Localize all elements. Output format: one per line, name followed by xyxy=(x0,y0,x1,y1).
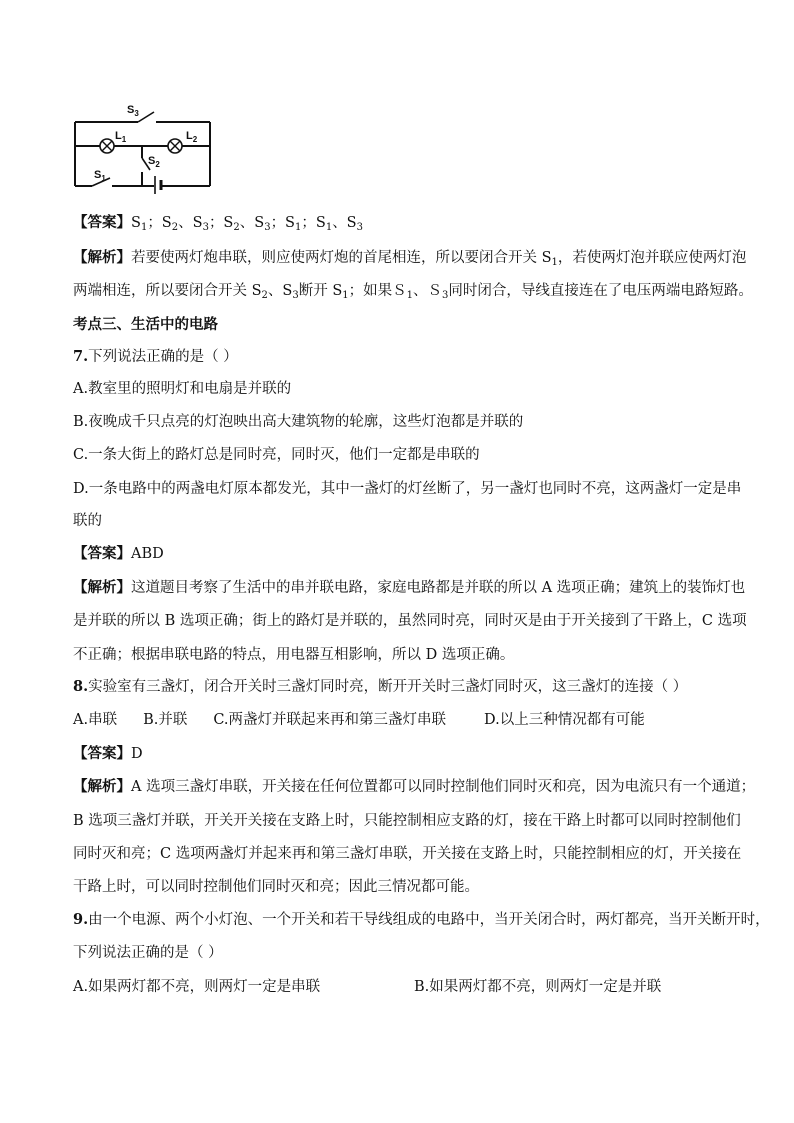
label-s1: $S_1$ xyxy=(94,169,106,183)
q8-stem: 8.实验室有三盏灯，闭合开关时三盏灯同时亮，断开开关时三盏灯同时灭，这三盏灯的连接（ ） xyxy=(73,678,688,695)
q8-analysis-line-1: 【解析】A 选项三盏灯串联，开关接在任何位置都可以同时控制他们同时灭和亮，因为电流只有一个通道； xyxy=(73,778,756,795)
q9-option-a: A.如果两灯都不亮，则两灯一定是串联 xyxy=(73,979,321,995)
q7-option-c: C.一条大街上的路灯总是同时亮，同时灭，他们一定都是串联的 xyxy=(73,447,480,463)
q6-analysis-line-2: 两端相连，所以要闭合开关 $S_2$、$S_3$断开 $S_1$；如果Ｓ$_1$、Ｓ$_3$同时闭合，导线直接连在了电压两端电路短路。 xyxy=(73,283,753,301)
q9-option-b: B.如果两灯都不亮，则两灯一定是并联 xyxy=(414,979,662,995)
lamp-l2 xyxy=(168,139,182,153)
label-l2: $L_2$ xyxy=(186,130,198,144)
q7-analysis-line-3: 不正确；根据串联电路的特点，用电器互相影响，所以 D 选项正确。 xyxy=(73,647,515,663)
q7-analysis-line-2: 是并联的所以 B 选项正确；街上的路灯是并联的，虽然同时亮，同时灭是由于开关接到了干路上，C 选项 xyxy=(73,613,747,629)
q8-analysis-line-3: 同时灭和亮；C 选项两盏灯并起来再和第三盏灯串联，开关接在支路上时，只能控制相应的灯，开关接在 xyxy=(73,846,742,862)
q8-option-a: A.串联 xyxy=(73,712,118,728)
q8-option-c: C.两盏灯并联起来再和第三盏灯串联 xyxy=(213,712,447,728)
q7-stem: 7.下列说法正确的是（ ） xyxy=(73,348,238,365)
q8-analysis-line-2: B 选项三盏灯并联，开关开关接在支路上时，只能控制相应支路的灯，接在干路上时都可以同时控制他们 xyxy=(73,813,741,829)
label-l1: $L_1$ xyxy=(115,130,127,144)
label-s2: $S_2$ xyxy=(148,155,160,169)
q8-options xyxy=(73,710,645,730)
q9-stem-line-2: 下列说法正确的是（ ） xyxy=(73,945,223,961)
q7-answer: 【答案】ABD xyxy=(73,545,164,562)
q6-answer: 【答案】$S_1$；$S_2$、$S_3$；$S_2$、$S_3$；$S_1$；$S_1$、$S_3$ xyxy=(73,214,363,233)
q7-option-d-line-2: 联的 xyxy=(73,513,102,529)
q6-analysis-line-1: 【解析】若要使两灯炮串联，则应使两灯炮的首尾相连，所以要闭合开关 $S_1$，若使两灯泡并联应使两灯泡 xyxy=(73,249,747,268)
q9-stem-line-1: 9.由一个电源、两个小灯泡、一个开关和若干导线组成的电路中，当开关闭合时，两灯都亮，当开关断开时， xyxy=(73,911,770,928)
q7-option-a: A.教室里的照明灯和电扇是并联的 xyxy=(73,381,292,397)
q8-answer: 【答案】D xyxy=(73,745,143,762)
q7-option-d-line-1: D.一条电路中的两盏电灯原本都发光，其中一盏灯的灯丝断了，另一盏灯也同时不亮，这两盏灯一定是串 xyxy=(73,481,742,497)
q8-analysis-line-4: 干路上时，可以同时控制他们同时灭和亮；因此三情况都可能。 xyxy=(73,879,479,895)
section-title: 考点三、生活中的电路 xyxy=(73,316,218,333)
label-s3: $S_3$ xyxy=(127,104,139,118)
q8-option-b: B.并联 xyxy=(143,712,188,728)
q7-option-b: B.夜晚成千只点亮的灯泡映出高大建筑物的轮廓，这些灯泡都是并联的 xyxy=(73,414,524,430)
lamp-l1 xyxy=(100,139,114,153)
q7-analysis-line-1: 【解析】这道题目考察了生活中的串并联电路，家庭电路都是并联的所以 A 选项正确；建筑上的装饰灯也 xyxy=(73,579,746,596)
circuit-diagram xyxy=(70,100,220,195)
q8-option-d: D.以上三种情况都有可能 xyxy=(484,712,645,728)
